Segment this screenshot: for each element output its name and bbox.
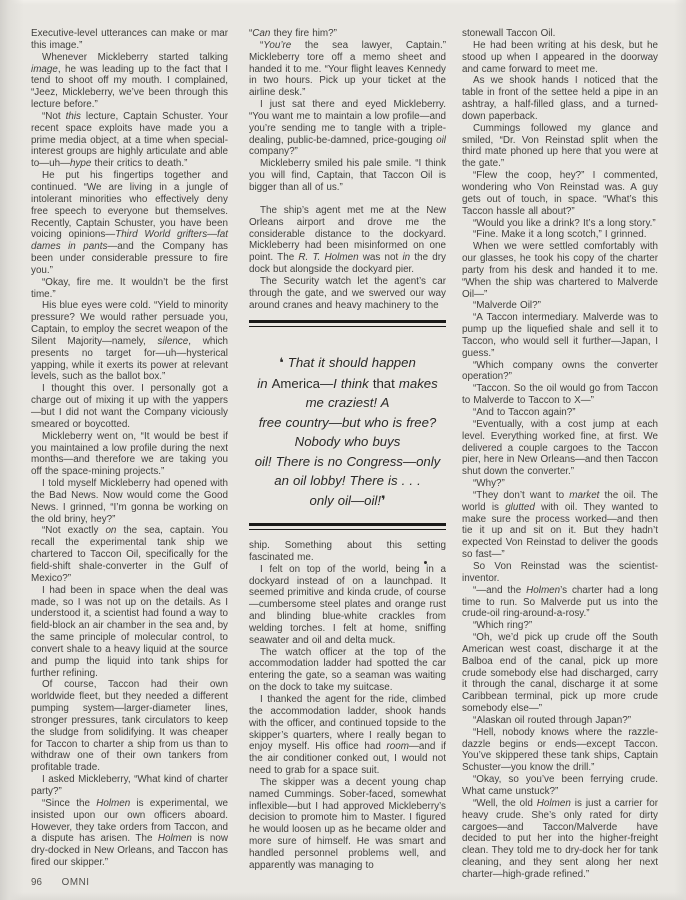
column-middle-top-text <box>249 28 446 320</box>
paragraph: “Flew the coop, hey?” I commented, wondering who Von Reinstad was. A guy gets out of touch, in space. “What’s this Taccon hassle all about?” <box>462 170 658 217</box>
pullquote-line: only oil—oil!❜ <box>309 492 386 509</box>
paragraph: When we were settled comfortably with our glasses, he took his copy of the charter party from his desk and handed it to me. “When the ship was chartered to Malverde Oil—” <box>462 241 658 300</box>
column-left <box>31 28 228 869</box>
paragraph: The ship’s agent met me at the New Orleans airport and drove me the considerable distance to the dockyard. Mickleberry had been misinformed on one point. The R. T. Holmen was not in the dry dock but alongside the dockyard pier. <box>249 204 446 276</box>
paragraph: I asked Mickleberry, “What kind of charter party?” <box>31 774 228 797</box>
paragraph: “Okay, fire me. It wouldn’t be the first time.” <box>31 276 228 300</box>
close-quote-mark: ❜ <box>380 493 386 509</box>
paragraph: “Hell, nobody knows where the razzle-dazzle begins or ends—except Taccon. You’ve skippered these tank ships, Captain Schuster—you know the drill.” <box>462 726 658 774</box>
paragraph: Whenever Mickleberry started talking image, he was leading up to the fact that I tend to shoot off my mouth. I complained, “Jeez, Mickleberry, we’ve been through this lecture before.” <box>31 51 228 111</box>
column-middle-bottom-text <box>249 540 446 872</box>
paragraph: “They don’t want to market the oil. The world is glutted with oil. They wanted to make sure the process worked—and then tie it up and sit on it. But they hadn’t expected Von Reinstad to deliver the goods so fast—” <box>462 489 658 561</box>
paragraph: Executive-level utterances can make or mar this image.” <box>31 28 228 51</box>
paragraph: “And to Taccon again?” <box>473 407 576 418</box>
paragraph: His blue eyes were cold. “Yield to minority pressure? We would rather persuade you, Captain, to employ the secret weapon of the Silent Majority—namely, silence, which presents no target for—uh—hysterical yapping, while it exerts its power at relevant levels, such as the ballot box.” <box>31 300 228 383</box>
paragraph: Cummings followed my glance and smiled, “Dr. Von Reinstad split when the third mate phoned up here that you were at the gate.” <box>462 122 658 170</box>
paragraph: “Fine. Make it a long scotch,” I grinned. <box>473 229 647 241</box>
paragraph: The skipper was a decent young chap named Cummings. Sober-faced, somewhat inflexible—but I had approved Mickleberry’s decision to promote him to Master. I figured he would loosen up as he became older and more sure of himself. He was smart and handled personnel problems well, and apparently was managing to <box>249 776 446 871</box>
paragraph: “—and the Holmen’s charter had a long time to run. So Malverde put us into the crude-oil ring-around-a-rosy.” <box>462 584 658 620</box>
paragraph: “A Taccon intermediary. Malverde was to pump up the liquefied shale and sell it to Taccon, who would sell it further—Japan, I guess.” <box>462 312 658 359</box>
paragraph: “Can they fire him?” <box>249 28 337 39</box>
double-rule-top <box>249 320 446 327</box>
paragraph: Mickleberry went on, “It would be best if you maintained a low profile during the next months—and therefore we are taking you off the space-mining projects.” <box>31 430 228 478</box>
pullquote-line: Nobody who buys <box>294 434 401 449</box>
paragraph: The watch officer at the top of the accommodation ladder had spotted the car entering the gate, so a seaman was waiting on the dock to take my suitcase. <box>249 646 446 694</box>
paragraph: Mickleberry smiled his pale smile. “I think you will find, Captain, that Taccon Oil is bigger than all of us.” <box>249 158 446 193</box>
paragraph: I had been in space when the deal was made, so I was not up on the details. As I understood it, a scientist had found a way to field-block an air chamber in the sea and, by the same principle of molecular control, to convert shale to a heavy liquid at the source and pump the liquid into tank ships for further refining. <box>31 584 228 679</box>
paragraph: “Okay, so you’ve been ferrying crude. What came unstuck?” <box>462 774 658 797</box>
paragraph: He put his fingertips together and continued. “We are living in a jungle of intolerant minorities who effectively deny free speech to everyone but themselves. Recently, Captain Schuster, you have been voicing opinions—Third World grifters—fat dames in pants—and the Company has been under considerable pressure to fire you.” <box>31 170 228 276</box>
paragraph: I thought this over. I personally got a charge out of mixing it up with the yappers—but I did not want the Company viciously smeared or boycotted. <box>31 383 228 430</box>
paragraph: I told myself Mickleberry had opened with the Bad News. Now would come the Good News. I grinned, “I’m gonna be working on the old briny, hey?” <box>31 478 228 525</box>
pullquote-line: an oil lobby! There is . . . <box>274 473 421 488</box>
paragraph: “Oh, we’d pick up crude off the South American west coast, discharge it at the Balboa end of the canal, pick up more crude somebody else had discharged, carry it through the canal, discharge it at some Caribbean terminal, pick up more crude somebody else—” <box>462 632 658 715</box>
column-middle <box>249 28 446 872</box>
open-quote-mark: ❛ <box>279 356 284 371</box>
paragraph: “Not exactly on the sea, captain. You recall the experimental tank ship we chartered to Taccon Oil, specifically for the field-shift shale-converter in the Gulf of Mexico?” <box>31 525 228 584</box>
paragraph: “Alaskan oil routed through Japan?” <box>473 714 632 726</box>
paragraph: Of course, Taccon had their own worldwide fleet, but they needed a different pumping system—larger-diameter lines, stronger pressures, tank circulators to keep the sludge from solidifying. It was cheaper for Taccon to charter a ship from us than to withdraw one of their own tankers from profitable trade. <box>31 679 228 774</box>
paragraph: I felt on top of the world, being in a dockyard instead of on a launchpad. It seemed primitive and kinda crude, of course—cumbersome steel plates and orange rust and blinding blue-white crackles from welding torches. I felt at home, sniffing seawater and oil and delta muck. <box>249 563 446 646</box>
paragraph: I thanked the agent for the ride, climbed the accommodation ladder, shook hands with the officer, and continued topside to the skipper’s quarters, where I really began to enjoy myself. His office had room—and if the air conditioner conked out, I would not need to grab for a space suit. <box>249 693 446 777</box>
paragraph: “Malverde Oil?” <box>473 300 541 312</box>
paragraph: stonewall Taccon Oil. <box>462 28 556 39</box>
paragraph: He had been writing at his desk, but he stood up when I appeared in the doorway and came forward to meet me. <box>462 39 658 75</box>
paragraph: “Eventually, with a cost jump at each level. Everything worked fine, at first. We delivered a couple cargoes to the Taccon pier, here in New Orleans—and then Taccon shut down the converter.” <box>462 418 658 478</box>
paragraph: “Taccon. So the oil would go from Taccon to Malverde to Taccon to X—” <box>462 383 658 407</box>
paragraph: “Well, the old Holmen is just a carrier for heavy crude. She’s only rated for dirty cargoes—and Taccon/Malverde have decided to put her into the higher-freight clean. They told me to dry-dock her for tank cleaning, and they sent along her next charter—high-grade refined.” <box>462 797 659 880</box>
magazine-name: OMNI <box>61 877 90 888</box>
paragraph: “Since the Holmen is experimental, we insisted upon our own officers aboard. However, they take orders from Taccon, and a dispute has arisen. The Holmen is now dry-docked in New Orleans, and Taccon has fired our skipper.” <box>31 797 228 869</box>
pullquote-line: ❛ That it should happen <box>279 355 416 371</box>
paragraph: As we shook hands I noticed that the table in front of the settee held a pipe in an ashtray, a half-filled glass, and a turned-down paperback. <box>462 75 658 122</box>
paragraph: I just sat there and eyed Mickleberry. “You want me to maintain a low profile—and you’re sending me to tangle with a triple-dealing, public-be-damned, price-gouging oil company?” <box>249 99 446 158</box>
pullquote-line: free country—but who is free? <box>258 414 437 430</box>
page-footer <box>31 877 90 888</box>
pullquote-line: in America—I think that makes <box>257 375 438 391</box>
paragraph: “Why?” <box>473 478 505 490</box>
paragraph: So Von Reinstad was the scientist-inventor. <box>462 560 658 584</box>
page-number: 96 <box>31 877 42 888</box>
double-rule-bottom <box>249 523 446 530</box>
pullquote <box>249 327 446 523</box>
paragraph: “You’re the sea lawyer, Captain.” Mickleberry tore off a memo sheet and handed it to me. “Your flight leaves Kennedy in two hours. Pick up your ticket at the airline desk.” <box>249 39 446 99</box>
paragraph: “Which company owns the converter operation?” <box>462 359 658 383</box>
print-speck <box>424 561 427 564</box>
paragraph: ship. Something about this setting fascinated me. <box>249 540 446 563</box>
paragraph: The Security watch let the agent’s car through the gate, and we swerved our way around cranes and heavy machinery to the <box>249 275 446 311</box>
pullquote-line: me craziest! A <box>305 395 390 410</box>
paragraph: “Not this lecture, Captain Schuster. Your recent space exploits have made you a prime media object, at a time when special-interest groups are highly articulate and able to—uh—hype their critics to death.” <box>31 110 228 170</box>
column-right <box>462 28 658 881</box>
paragraph: “Would you like a drink? It’s a long story.” <box>473 217 656 229</box>
pullquote-line: oil! There is no Congress—only <box>254 453 441 469</box>
paragraph: “Which ring?” <box>473 620 533 632</box>
